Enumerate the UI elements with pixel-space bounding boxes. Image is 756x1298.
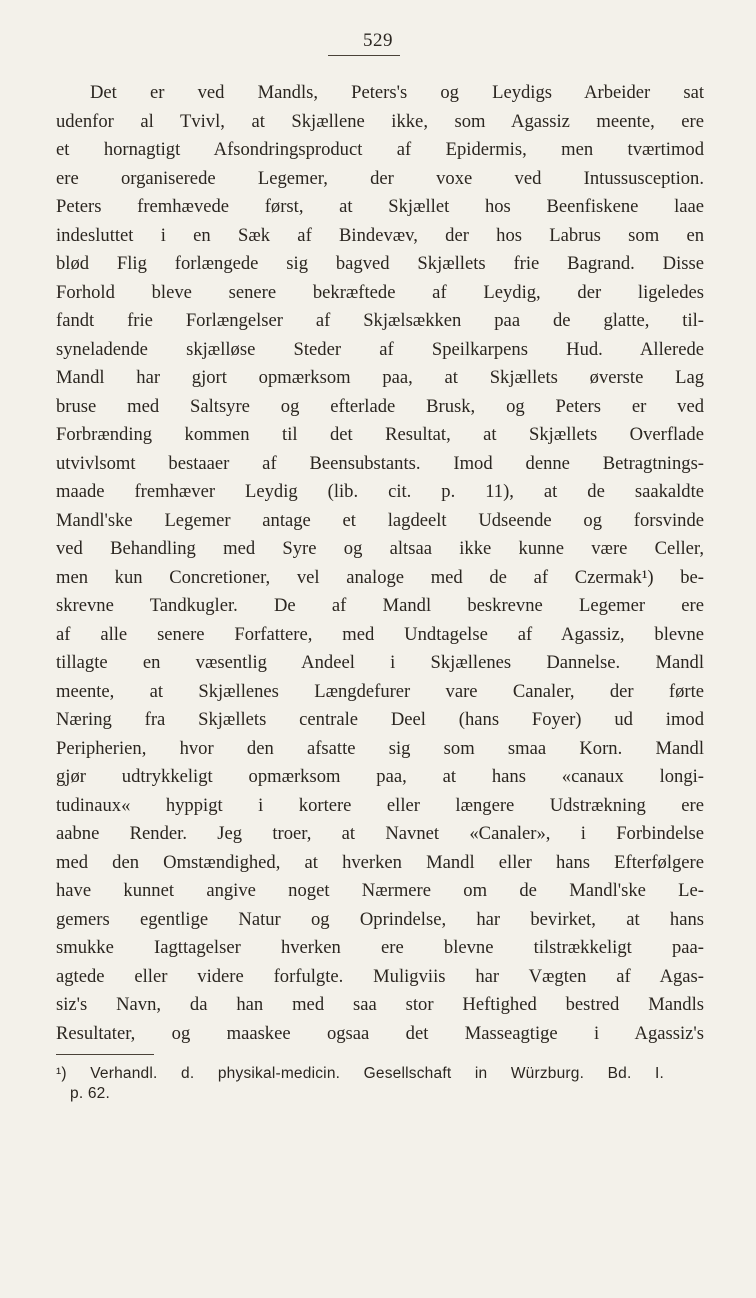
- text-line: Næring fra Skjællets centrale Deel (hans Foyer) ud imod: [56, 709, 704, 730]
- text-line: fandt frie Forlængelser af Skjælsækken paa de glatte, til-: [56, 310, 704, 331]
- text-line: tudinaux« hyppigt i kortere eller længere Udstrækning ere: [56, 794, 704, 816]
- text-line: Det er ved Mandls, Peters's og Leydigs Arbeider sat: [90, 82, 704, 103]
- text-line: blød Flig forlængede sig bagved Skjællets frie Bagrand. Disse: [56, 253, 704, 274]
- text-line: gjør udtrykkeligt opmærksom paa, at hans «canaux longi-: [56, 766, 704, 787]
- text-line: men kun Concretioner, vel analoge med de af Czermak¹) be-: [56, 566, 704, 588]
- text-line: bruse med Saltsyre og efterlade Brusk, og Peters er ved: [56, 395, 704, 417]
- text-line: indesluttet i en Sæk af Bindevæv, der hos Labrus som en: [56, 224, 704, 246]
- text-line: utvivlsomt bestaaer af Beensubstants. Imod denne Betragtnings-: [56, 452, 704, 474]
- text-line: ved Behandling med Syre og altsaa ikke kunne være Celler,: [56, 538, 704, 559]
- text-line: tillagte en væsentlig Andeel i Skjællenes Dannelse. Mandl: [56, 652, 704, 673]
- text-line: aabne Render. Jeg troer, at Navnet «Canaler», i Forbindelse: [56, 823, 704, 844]
- text-line: Resultater, og maaskee ogsaa det Masseagtige i Agassiz's: [56, 1022, 704, 1044]
- text-line: syneladende skjælløse Steder af Speilkarpens Hud. Allerede: [56, 338, 704, 360]
- text-line: smukke Iagttagelser hverken ere blevne tilstrækkeligt paa-: [56, 937, 704, 958]
- text-line: have kunnet angive noget Nærmere om de Mandl'ske Le-: [56, 880, 704, 901]
- text-line: Peters fremhævede først, at Skjællet hos Beenfiskene laae: [56, 196, 704, 217]
- footnote: [56, 1064, 664, 1104]
- text-line: siz's Navn, da han med saa stor Heftighed bestred Mandls: [56, 994, 704, 1015]
- text-line: Forhold bleve senere bekræftede af Leydig, der ligeledes: [56, 281, 704, 303]
- text-line: maade fremhæver Leydig (lib. cit. p. 11), at de saakaldte: [56, 481, 704, 502]
- page-number: 529: [363, 30, 393, 51]
- footnote-separator: [56, 1054, 154, 1055]
- footnote-line: ¹) Verhandl. d. physikal-medicin. Gesellschaft in Würzburg. Bd. I.: [56, 1065, 664, 1082]
- text-line: et hornagtigt Afsondringsproduct af Epidermis, men tværtimod: [56, 139, 704, 160]
- text-line: Mandl har gjort opmærksom paa, at Skjællets øverste Lag: [56, 367, 704, 388]
- text-line: Peripherien, hvor den afsatte sig som smaa Korn. Mandl: [56, 737, 704, 759]
- text-line: gemers egentlige Natur og Oprindelse, har bevirket, at hans: [56, 908, 704, 930]
- footnote-line: p. 62.: [70, 1085, 110, 1102]
- text-line: skrevne Tandkugler. De af Mandl beskrevne Legemer ere: [56, 595, 704, 616]
- text-line: udenfor al Tvivl, at Skjællene ikke, som Agassiz meente, ere: [56, 110, 704, 132]
- body-text: [56, 79, 704, 1048]
- page-number-underline: [328, 55, 400, 56]
- text-line: Mandl'ske Legemer antage et lagdeelt Udseende og forsvinde: [56, 509, 704, 531]
- text-line: med den Omstændighed, at hverken Mandl eller hans Efterfølgere: [56, 851, 704, 873]
- text-line: meente, at Skjællenes Længdefurer vare Canaler, der førte: [56, 680, 704, 702]
- text-line: Forbrænding kommen til det Resultat, at Skjællets Overflade: [56, 424, 704, 445]
- text-line: agtede eller videre forfulgte. Muligviis har Vægten af Agas-: [56, 965, 704, 987]
- text-line: ere organiserede Legemer, der voxe ved Intussusception.: [56, 167, 704, 189]
- text-line: af alle senere Forfattere, med Undtagelse af Agassiz, blevne: [56, 623, 704, 645]
